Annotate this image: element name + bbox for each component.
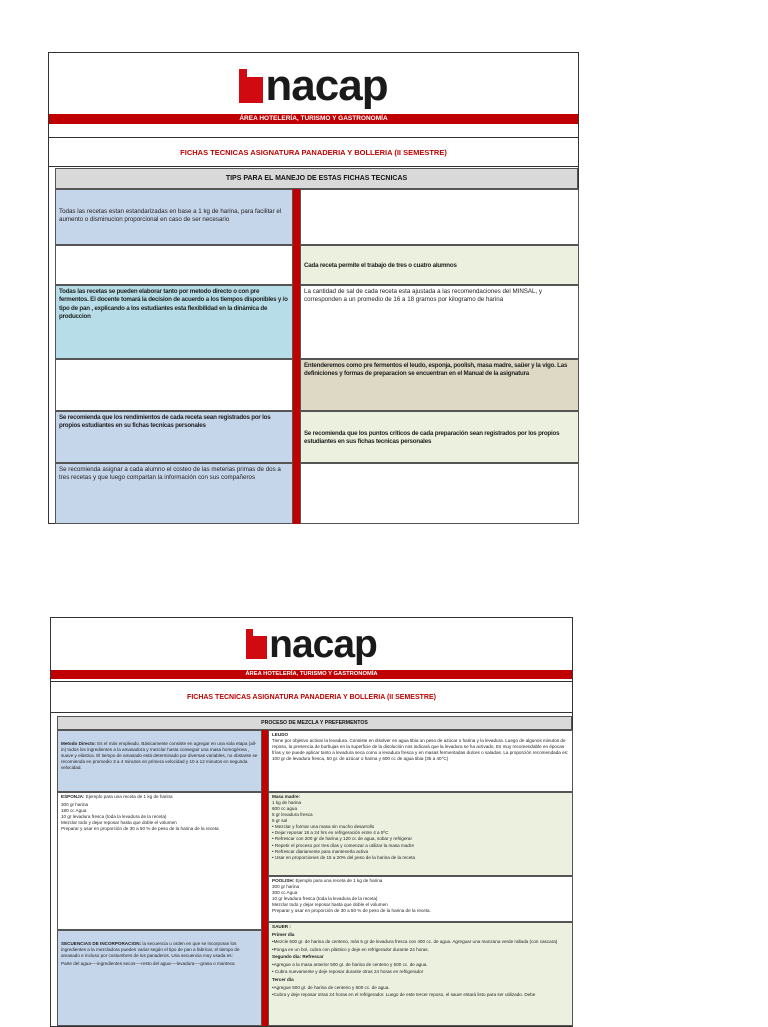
- poolish-line: Preparar y usar en proporción de 30 a 50 % de peso de la harina de la receta.: [272, 908, 431, 914]
- secuencias-cell: [57, 930, 262, 1026]
- inacap-logo: [49, 61, 578, 111]
- tip-yields: Se recomienda que los rendimientos de cada receta sean registrados por los propios estudiantes en su fichas tecnicas personales: [55, 411, 293, 463]
- esponja-line: 180 cc Agua: [61, 807, 87, 813]
- empty-cell: [300, 463, 579, 524]
- masa-madre-line: 600 cc agua: [272, 806, 298, 812]
- sauer-step: •Ponga en un bol, cubra con plástico y deje en refrigerador durante 24 horas.: [272, 946, 429, 952]
- poolish-line: Mezclar todo y dejar reposar hasta que doble el volumen: [272, 902, 388, 908]
- masa-madre-line: 1 kg de harina: [272, 800, 302, 806]
- sauer-step: •Agregue a la masa anterior 500 gr. de harina de centeno y 500 cc. de agua.: [272, 961, 428, 967]
- masa-madre-line: • Mezclar y formar una masa sin mucho desarrollo: [272, 824, 375, 830]
- divider: [49, 166, 578, 167]
- empty-cell: [55, 245, 293, 285]
- leudo-proportion: 100 gr de levadura fresca, 50 gr. de azúcar o harina y 600 cc de agua tibia (35 a 40°C): [272, 756, 449, 762]
- esponja-line: 300 gr harina: [61, 801, 89, 807]
- poolish-line: 300 cc Agua: [272, 890, 298, 896]
- masa-madre-cell: [268, 792, 573, 876]
- sauer-label: SAUER :: [272, 924, 291, 929]
- masa-madre-line: • Dejar reposar 18 a 24 hrs en refrigeración entre 4 a 5ºC: [272, 830, 389, 836]
- divider: [49, 137, 578, 138]
- poolish-intro: Ejemplo para una receta de 1 kg de harina: [294, 878, 383, 883]
- secuencias-label: SECUENCIAS DE INCORPORACION:: [61, 941, 142, 946]
- tip-salt: La cantidad de sal de cada receta esta ajustada a las recomendaciones del MINSAL, y corresponden a un promedio de 16 a 18 gramos por kilogramo de harina: [300, 285, 579, 359]
- masa-madre-line: • Usar en proporciones de 15 a 20% del peso de la harina de la receta: [272, 854, 416, 860]
- inacap-logo-mark: [239, 69, 263, 103]
- poolish-cell: [268, 876, 573, 922]
- column-divider: [293, 189, 300, 524]
- secuencias-text: la secuencia u orden en que se incorporan los ingredientes a la mezcladora pueden variar según el tipo de pan a fabricar, el tiempo de amasado e incluso por costumbres de los panaderos. Una secuencia muy usada es:: [61, 941, 240, 959]
- metodo-directo-label: Metodo Directo:: [61, 741, 96, 746]
- sauer-day2: Segundo día: Refrescar: [272, 954, 324, 960]
- masa-madre-line: 5 gr sal: [272, 818, 288, 824]
- masa-madre-line: • Repetir el proceso por tres días y comenzar a utilizar la masa madre: [272, 842, 415, 848]
- leudo-cell: [268, 730, 573, 792]
- masa-madre-line: • Refrescar diariamente para mantenerla activa: [272, 848, 369, 854]
- esponja-line: Mezclar todo y dejar reposar hasta que doble el volumen: [61, 819, 177, 825]
- empty-cell: [300, 189, 579, 245]
- esponja-cell: [57, 792, 262, 930]
- inacap-logo: [51, 622, 572, 666]
- tip-standardized: Todas las recetas estan estandarizadas en base a 1 kg de harina, para facilitar el aumento o disminucion proporcional en caso de ser necesario: [55, 189, 293, 245]
- sauer-day1: Primer día: [272, 931, 295, 937]
- preferments-sheet: [50, 617, 573, 1027]
- tip-costs: Se recomienda asignar a cada alumno el costeo de las meterias primas de dos a tres recetas y que luego compartan la información con sus compañeros: [55, 463, 293, 524]
- esponja-intro: Ejemplo para una receta de 1 kg de harina: [84, 794, 173, 799]
- metodo-directo-text: Es el más empleado. Básicamente consiste en agregar en una sola etapa (all-in) todos los ingredientes a la amasadora y mezclar hasta conseguir una masa homogénea , suave y elástica. El tiempo de amasado está determinado por diversas variables, no obstante se recomienda en promedio 3 a 4 minutos en primera velocidad y 10 a 12 minutos en segunda velocidad.: [61, 741, 258, 771]
- metodo-directo-cell: [57, 730, 262, 792]
- esponja-line: 10 gr levadura fresca (toda la levadura de la receta): [61, 813, 167, 819]
- leudo-text: Tiene por objetivo activar la levadura. Consiste en disolver en agua tibia un peso de azúcar o harina y la levadura. Luego de algunos minutos de reposo, la presencia de burbujas en la superficie de la disolución nos indicará que la levadura se ha activado. Es muy recomendable en épocas frías y se puede aplicar tanto a levadura seca como a levadura fresca y en masas fermentadas dulces o saladas. La proporción recomendada es:: [272, 738, 569, 756]
- inacap-logo-mark: [246, 629, 267, 659]
- tip-preferments: Todas las recetas se pueden elaborar tanto por metodo directo o con pre fermentos. El docente tomará la decision de acuerdo a los tiempos disponibles y /o tipo de pan , explicando a los estudiantes esta flexibilidad en la dinámica de produccion: [55, 285, 293, 359]
- tip-per-four: Cada receta permite el trabajo de tres o cuatro alumnos: [300, 245, 579, 285]
- area-banner: ÁREA HOTELERÍA, TURISMO Y GASTRONOMÍA: [49, 114, 578, 124]
- secuencias-sequence: Parte del agua----ingredientes secos----resto del agua----levadura----grasa o manteca: [61, 960, 235, 966]
- tip-definitions: Entenderemos como pre fermentos el leudo, esponja, poolish, masa madre, saüer y la vigo. Las definiciones y formas de preparacion se encuentran en el Manual de la asignatura: [300, 359, 579, 411]
- course-title: FICHAS TECNICAS ASIGNATURA PANADERIA Y BOLLERIA (II SEMESTRE): [187, 694, 436, 701]
- poolish-line: 10 gr levadura fresca (toda la levadura de la receta): [272, 896, 378, 902]
- leudo-label: LEUDO: [272, 732, 289, 737]
- esponja-line: Preparar y usar en proporción de 30 a 50 % de peso de la harina de la receta: [61, 825, 219, 831]
- tips-header: TIPS PARA EL MANEJO DE ESTAS FICHAS TECNICAS: [55, 168, 578, 189]
- course-title: FICHAS TECNICAS ASIGNATURA PANADERIA Y BOLLERIA (II SEMESTRE): [180, 148, 447, 157]
- divider: [51, 681, 572, 682]
- sauer-day3: Tercer día: [272, 976, 294, 982]
- inacap-logo-text: nacap: [269, 622, 377, 666]
- poolish-line: 300 gr harina: [272, 884, 300, 890]
- section-header: PROCESO DE MEZCLA Y PREFERMENTOS: [57, 716, 572, 730]
- sauer-step: •Agregue 500 gr. de harina de centeno y 600 cc. de agua.: [272, 984, 390, 990]
- sauer-step: •Cubra y deje reposar otras 24 horas en el refrigerador. Luego de este tercer reposo, el sauer estará listo para ser utilizado. Debe: [272, 992, 536, 998]
- divider: [51, 712, 572, 713]
- sauer-step: •Mezcle 500 gr. de harina de centeno, más 5 gr de levadura fresca con 400 cc. de agua. Agreguar una manzana verde rallada (con cascara): [272, 939, 558, 945]
- inacap-logo-text: nacap: [265, 61, 388, 110]
- area-banner: ÁREA HOTELERÍA, TURISMO Y GASTRONOMÍA: [51, 670, 572, 679]
- poolish-label: POOLISH:: [272, 878, 295, 883]
- tips-sheet: [48, 52, 579, 524]
- masa-madre-line: • Refrescar con 200 gr de harina y 120 cc de agua, sobar y refrigerar: [272, 836, 413, 842]
- empty-cell: [55, 359, 293, 411]
- tip-critical-points: Se recomienda que los puntos criticos de cada preparación sean registrados por los propios estudiantes en sus fichas tecnicas personales: [300, 411, 579, 463]
- masa-madre-line: 5 gr levadura fresca: [272, 812, 313, 818]
- sauer-cell: [268, 922, 573, 1026]
- esponja-label: ESPONJA:: [61, 794, 85, 799]
- sauer-step: • Cubra nuevamente y deje reposar durante otras 24 horas en refrigerador: [272, 969, 424, 975]
- masa-madre-label: Masa madre:: [272, 794, 301, 799]
